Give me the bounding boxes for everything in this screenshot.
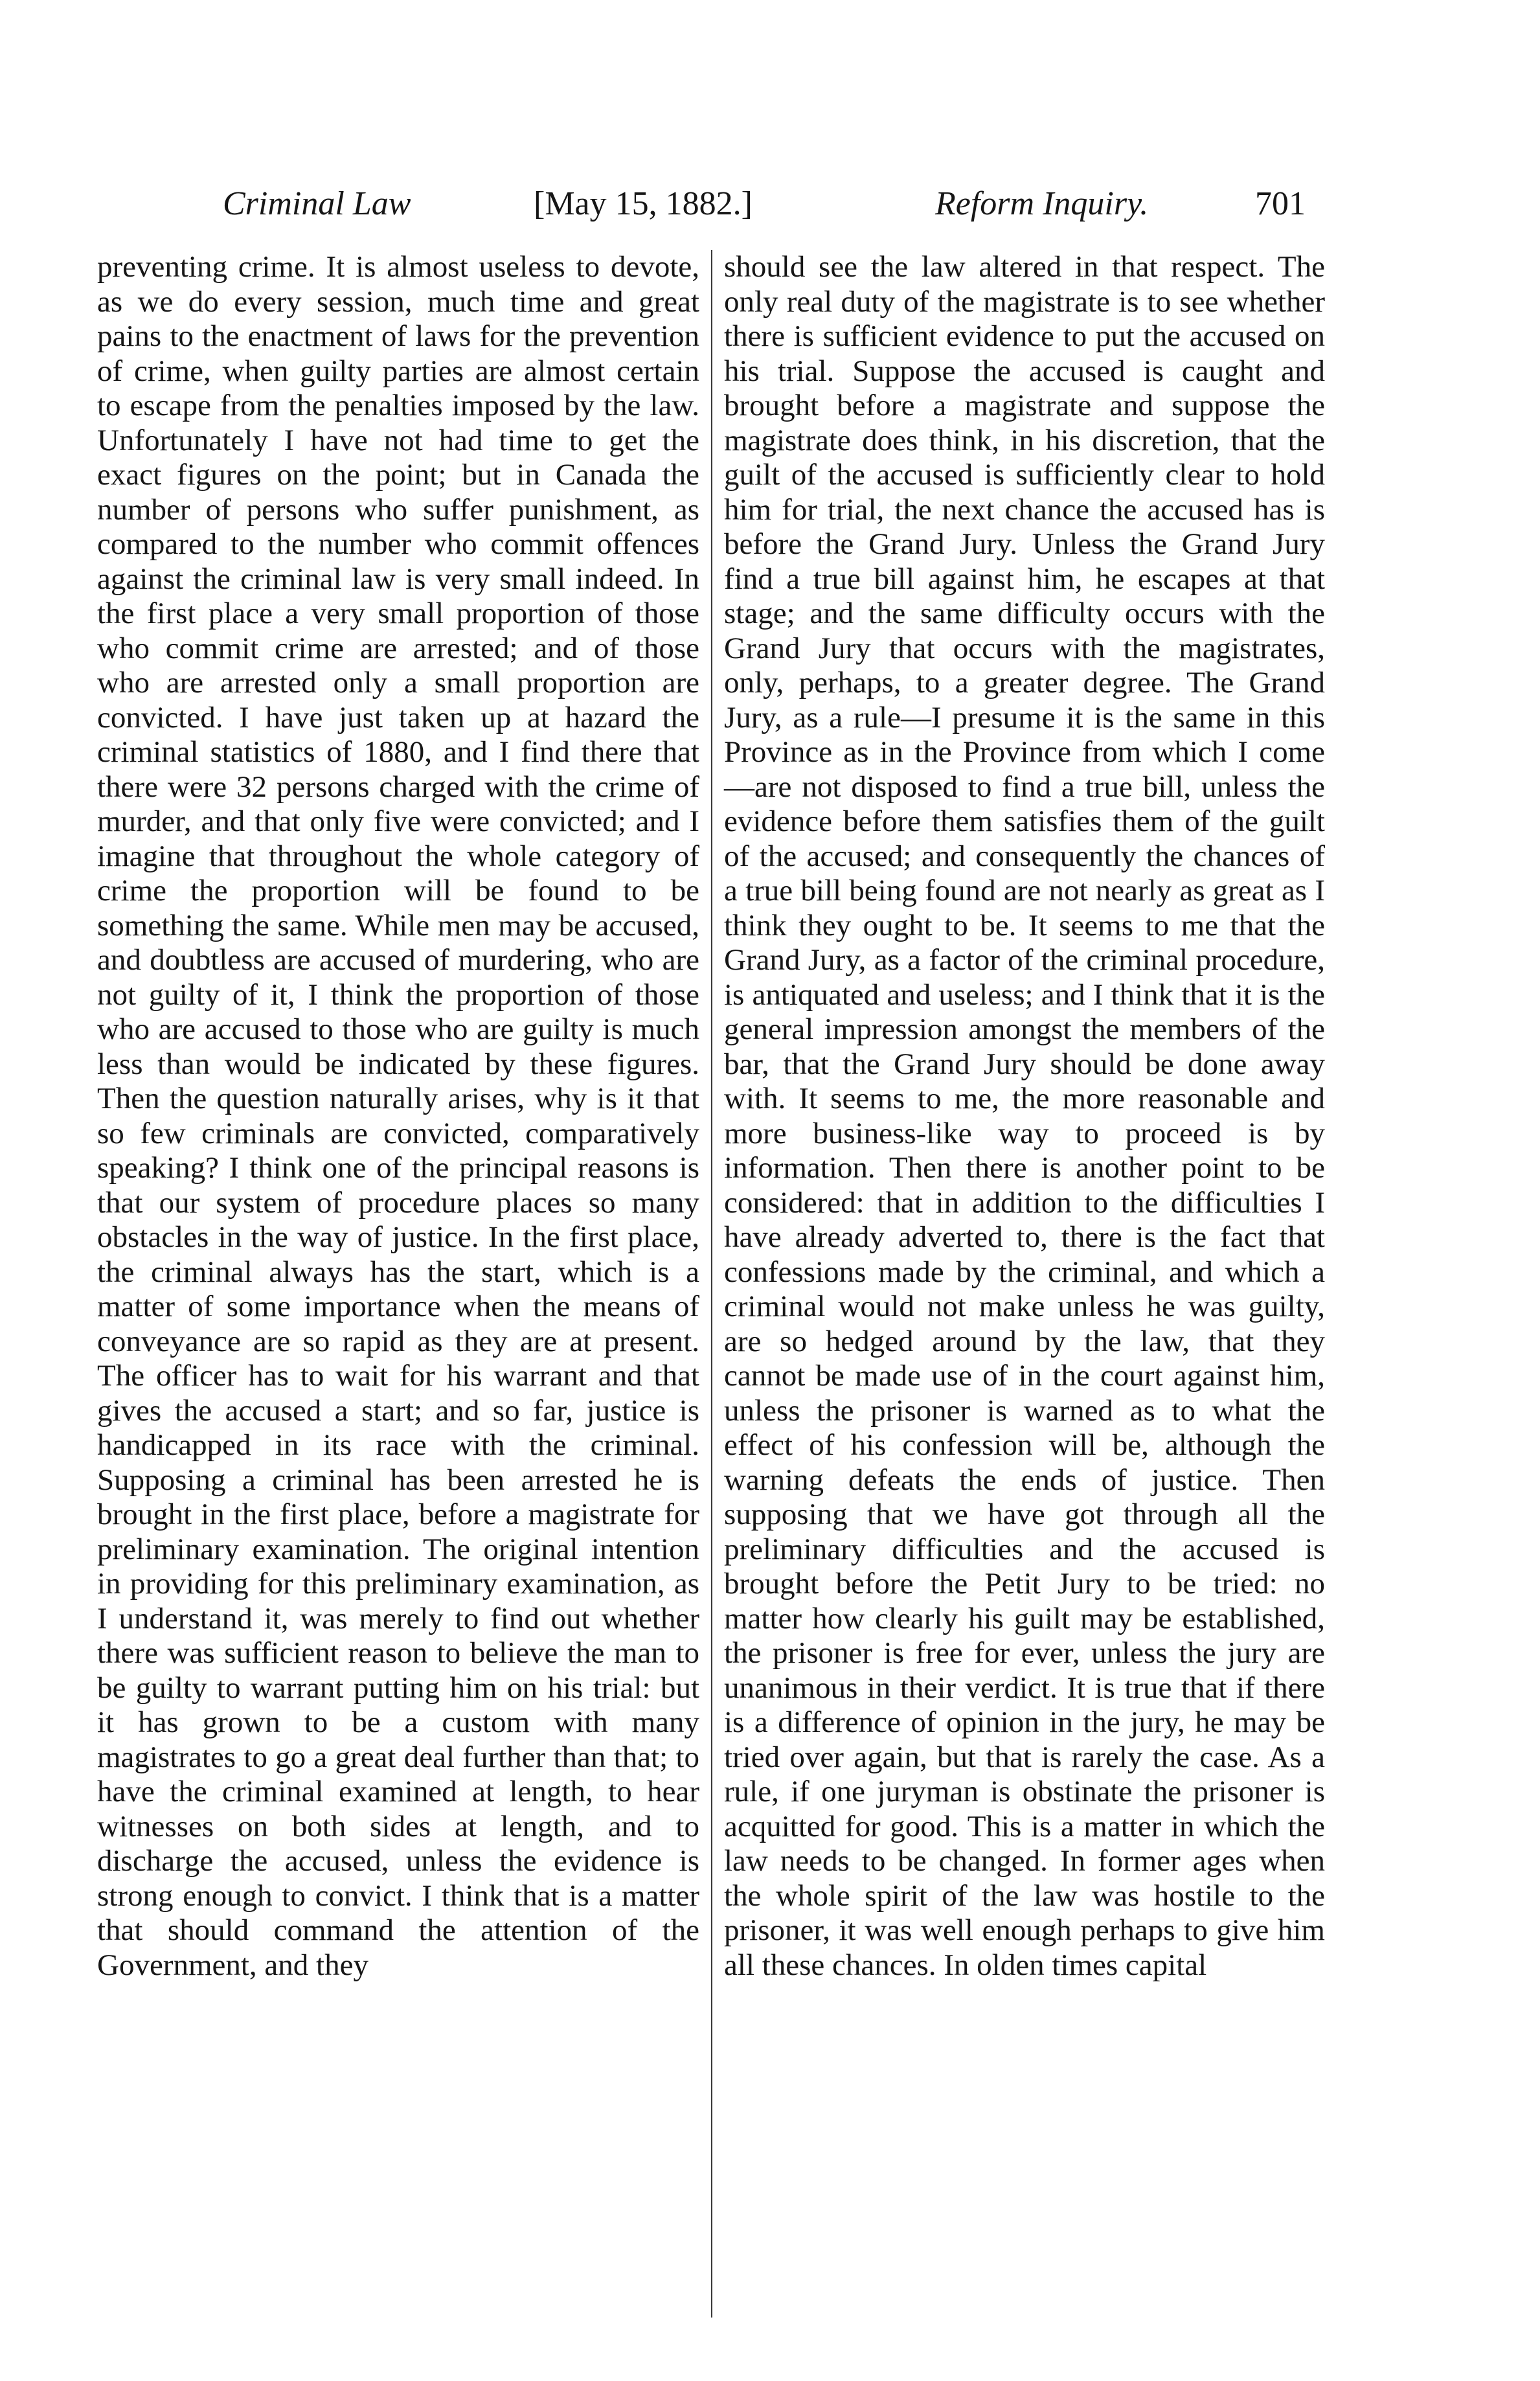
left-column-text: preventing crime. It is almost useless to devote, as we do every session, much time and great pains to the enactment of laws for the prevention of crime, when guilty parties are almost certain to escape from the penalties imposed by the law. Unfortunately I have not had time to get the exact figures on the point; but in Canada the number of persons who suffer punishment, as compared to the number who commit offences against the criminal law is very small indeed. In the first place a very small proportion of those who commit crime are arrested; and of those who are arrested only a small proportion are convicted. I have just taken up at hazard the criminal statistics of 1880, and I find there that there were 32 persons charged with the crime of murder, and that only five were convicted; and I imagine that throughout the whole category of crime the proportion will be found to be something the same. While men may be accused, and doubtless are accused of murdering, who are not guilty of it, I think the proportion of those who are accused to those who are guilty is much less than would be indicated by these figures. Then the question naturally arises, why is it that so few criminals are convicted, comparatively speaking? I think one of the principal reasons is that our system of procedure places so many obstacles in the way of justice. In the first place, the criminal always has the start, which is a matter of some importance when the means of conveyance are so rapid as they are at present. The officer has to wait for his warrant and that gives the accused a start; and so far, justice is handicapped in its race with the criminal. Supposing a criminal has been arrested he is brought in the first place, before a magistrate for preliminary examination. The original intention in providing for this preliminary examination, as I understand it, was merely to find out whether there was sufficient reason to believe the man to be guilty to warrant putting him on his trial: but it has grown to be a custom with many magistrates to go a great deal further than that; to have the criminal examined at length, to hear witnesses on both sides at length, and to discharge the accused, unless the evidence is strong enough to convict. I think that is a matter that should command the attention of the Government, and they	[97, 250, 699, 1982]
header-right-title: Reform Inquiry.	[935, 185, 1149, 222]
running-header	[168, 181, 1306, 227]
column-divider	[711, 250, 712, 2318]
header-left-title: Criminal Law	[223, 185, 411, 222]
right-column-text: should see the law altered in that respect. The only real duty of the magistrate is to see whether there is sufficient evidence to put the accused on his trial. Suppose the accused is caught and brought before a magistrate and suppose the magistrate does think, in his discretion, that the guilt of the accused is sufficiently clear to hold him for trial, the next chance the accused has is before the Grand Jury. Unless the Grand Jury find a true bill against him, he escapes at that stage; and the same difficulty occurs with the Grand Jury that occurs with the magistrates, only, perhaps, to a greater degree. The Grand Jury, as a rule—I presume it is the same in this Province as in the Province from which I come—are not disposed to find a true bill, unless the evidence before them satisfies them of the guilt of the accused; and consequently the chances of a true bill being found are not nearly as great as I think they ought to be. It seems to me that the Grand Jury, as a factor of the criminal procedure, is antiquated and useless; and I think that it is the general impression amongst the members of the bar, that the Grand Jury should be done away with. It seems to me, the more reasonable and more business-like way to proceed is by information. Then there is another point to be considered: that in addition to the difficulties I have already adverted to, there is the fact that confessions made by the criminal, and which a criminal would not make unless he was guilty, are so hedged around by the law, that they cannot be made use of in the court against him, unless the prisoner is warned as to what the effect of his confession will be, although the warning defeats the ends of justice. Then supposing that we have got through all the preliminary difficulties and the accused is brought before the Petit Jury to be tried: no matter how clearly his guilt may be established, the prisoner is free for ever, unless the jury are unanimous in their verdict. It is true that if there is a difference of opinion in the jury, he may be tried over again, but that is rarely the case. As a rule, if one juryman is obstinate the prisoner is acquitted for good. This is a matter in which the law needs to be changed. In former ages when the whole spirit of the law was hostile to the prisoner, it was well enough perhaps to give him all these chances. In olden times capital	[724, 250, 1325, 1982]
page-number: 701	[1255, 185, 1306, 222]
header-date: [May 15, 1882.]	[534, 185, 753, 222]
